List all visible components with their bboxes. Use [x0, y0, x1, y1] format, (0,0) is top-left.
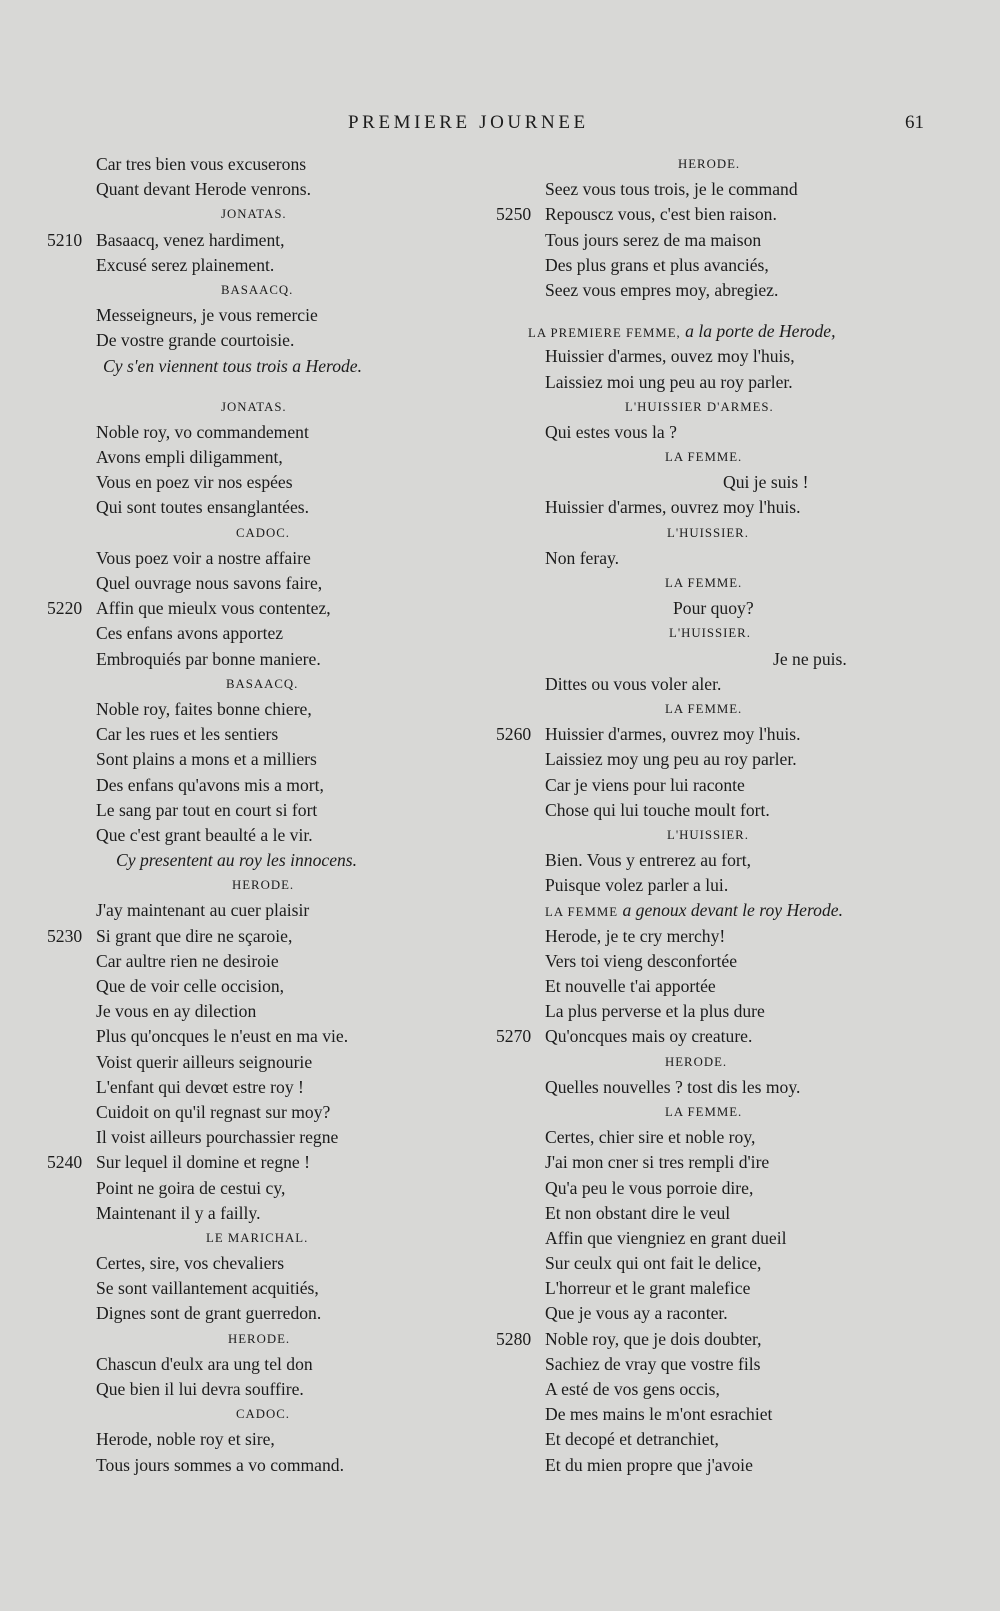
verse-line: J'ai mon cner si tres rempli d'ire — [545, 1152, 770, 1173]
verse-line: Sont plains a mons et a milliers — [96, 749, 317, 770]
verse-line: De mes mains le m'ont esrachiet — [545, 1404, 773, 1425]
page-header — [0, 112, 1000, 142]
verse-line: Maintenant il y a failly. — [96, 1202, 261, 1223]
verse-line: Car tres bien vous excuserons — [96, 154, 307, 174]
verse-line: Et du mien propre que j'avoie — [545, 1454, 753, 1475]
verse-line: Que de voir celle occision, — [96, 976, 285, 996]
verse-line: Car je viens pour lui raconte — [545, 774, 745, 795]
line-number: 5250 — [496, 204, 532, 225]
verse-line: 5270 Qu'oncques mais oy creature. — [545, 1024, 965, 1049]
verse-line: Je ne puis. — [773, 648, 847, 669]
stage-direction: Cy s'en viennent tous trois a Herode. — [103, 355, 362, 376]
line-number: 5240 — [47, 1152, 83, 1173]
speaker-name: HERODE. — [665, 1054, 728, 1069]
stage-direction: a la porte de Herode, — [685, 321, 836, 342]
verse-line: J'ay maintenant au cuer plaisir — [96, 900, 310, 921]
speaker-name: CADOC. — [236, 1407, 290, 1422]
line-number: 5220 — [47, 598, 83, 619]
verse-line: Point ne goira de cestui cy, — [96, 1177, 286, 1198]
spacer — [545, 303, 965, 319]
verse-line: Et non obstant dire le veul — [545, 1202, 731, 1223]
verse-line: Seez vous tous trois, je le command — [545, 179, 798, 200]
speaker-name: HERODE. — [228, 1331, 291, 1346]
verse-line: Ces enfans avons apportez — [96, 623, 284, 644]
speaker-with-direction — [528, 319, 965, 344]
verse-line: Herode, noble roy et sire, — [96, 1429, 275, 1450]
verse-line: Laissiez moy ung peu au roy parler. — [545, 749, 797, 770]
verse-line: La plus perverse et la plus dure — [545, 1001, 765, 1022]
left-column — [47, 152, 446, 1478]
verse-line: Dignes sont de grant guerredon. — [96, 1303, 322, 1324]
verse-line: Non feray. — [545, 547, 620, 568]
verse-line: Excusé serez plainement. — [96, 254, 275, 275]
verse-line: Vous poez voir a nostre affaire — [96, 547, 311, 568]
speaker-name: JONATAS. — [221, 207, 287, 222]
page-number: 61 — [905, 112, 924, 133]
verse-line: Qui je suis ! — [723, 472, 809, 493]
speaker-name: LA FEMME. — [665, 701, 743, 716]
verse-line: Que c'est grant beaulté a le vir. — [96, 824, 313, 845]
verse-line: Il voist ailleurs pourchassier regne — [96, 1127, 339, 1148]
verse-line: Tous jours serez de ma maison — [545, 229, 762, 250]
verse-line: Se sont vaillantement acquitiés, — [96, 1278, 319, 1299]
speaker-name: LA FEMME. — [665, 450, 743, 465]
verse-line: Puisque volez parler a lui. — [545, 875, 729, 896]
verse-line: Noble roy, faites bonne chiere, — [96, 698, 312, 719]
verse-line: L'enfant qui devœt estre roy ! — [96, 1076, 304, 1097]
speaker-name: CADOC. — [236, 525, 290, 540]
right-column — [496, 152, 965, 1478]
verse-line: A esté de vos gens occis, — [545, 1379, 720, 1399]
verse-line: Qui sont toutes ensanglantées. — [96, 497, 310, 518]
line-number: 5270 — [496, 1026, 532, 1047]
verse-line: Car les rues et les sentiers — [96, 724, 279, 745]
verse-line: Bien. Vous y entrerez au fort, — [545, 850, 752, 871]
verse-line: 5280 Noble roy, que je dois doubter, — [545, 1327, 965, 1352]
verse-line: Chose qui lui touche moult fort. — [545, 799, 770, 820]
verse-line: Que bien il lui devra souffire. — [96, 1379, 304, 1399]
verse-line: Quelles nouvelles ? tost dis les moy. — [545, 1076, 801, 1097]
verse-line: Des plus grans et plus avanciés, — [545, 254, 769, 275]
verse-line: Certes, sire, vos chevaliers — [96, 1253, 285, 1274]
speaker-name: L'HUISSIER. — [667, 827, 749, 842]
verse-line: Des enfans qu'avons mis a mort, — [96, 774, 324, 795]
verse-line: Seez vous empres moy, abregiez. — [545, 279, 779, 300]
verse-line: Dittes ou vous voler aler. — [545, 673, 722, 694]
stage-direction: Cy presentent au roy les innocens. — [116, 850, 358, 871]
speaker-name: LE MARICHAL. — [206, 1230, 309, 1245]
speaker-name: L'HUISSIER. — [667, 525, 749, 540]
line-number: 5260 — [496, 724, 532, 745]
verse-line: Cuidoit on qu'il regnast sur moy? — [96, 1101, 331, 1122]
speaker-name: BASAACQ. — [226, 676, 299, 691]
speaker-name: HERODE. — [232, 878, 295, 893]
verse-line: Car aultre rien ne desiroie — [96, 950, 279, 971]
verse-line: Certes, chier sire et noble roy, — [545, 1127, 756, 1148]
verse-line: L'horreur et le grant malefice — [545, 1278, 751, 1299]
verse-line: Que je vous ay a raconter. — [545, 1303, 728, 1324]
speaker-with-direction — [545, 898, 965, 923]
verse-line: Sur ceulx qui ont fait le delice, — [545, 1253, 762, 1274]
verse-line: Et decopé et detranchiet, — [545, 1429, 719, 1450]
verse-line: Pour quoy? — [673, 598, 754, 619]
verse-line: Plus qu'oncques le n'eust en ma vie. — [96, 1026, 349, 1047]
speaker-name: JONATAS. — [221, 399, 287, 414]
verse-line: Huissier d'armes, ouvrez moy l'huis. — [545, 497, 801, 518]
speaker-name: LA FEMME. — [665, 576, 743, 590]
speaker-name: L'HUISSIER. — [669, 626, 751, 641]
line-number: 5210 — [47, 229, 83, 250]
speaker-name: LA FEMME — [545, 905, 619, 920]
stage-direction: a genoux devant le roy Herode. — [622, 900, 843, 921]
verse-line: Messeigneurs, je vous remercie — [96, 305, 318, 326]
verse-line: Laissiez moi ung peu au roy parler. — [545, 371, 793, 392]
speaker-name: HERODE. — [678, 157, 741, 171]
line-number: 5280 — [496, 1328, 532, 1349]
verse-line: Avons empli diligamment, — [96, 447, 283, 468]
verse-line: Vous en poez vir nos espées — [96, 472, 293, 493]
verse-line: Huissier d'armes, ouvez moy l'huis, — [545, 346, 795, 367]
verse-line: Je vous en ay dilection — [96, 1001, 257, 1022]
verse-line: Sachiez de vray que vostre fils — [545, 1353, 761, 1374]
verse-line: Quel ouvrage nous savons faire, — [96, 573, 323, 593]
verse-line: 5230 Si grant que dire ne sçaroie, — [96, 924, 446, 949]
line-number: 5230 — [47, 925, 83, 946]
verse-line: Quant devant Herode venrons. — [96, 179, 311, 200]
verse-line: Qu'a peu le vous porroie dire, — [545, 1177, 754, 1198]
verse-line: 5250 Repouscz vous, c'est bien raison. — [545, 202, 965, 227]
verse-line: 5240 Sur lequel il domine et regne ! — [96, 1150, 446, 1175]
verse-line: Noble roy, vo commandement — [96, 421, 309, 442]
running-title: PREMIERE JOURNEE — [348, 112, 589, 133]
spacer — [96, 379, 446, 395]
verse-line: Chascun d'eulx ara ung tel don — [96, 1353, 313, 1374]
verse-line: Vers toi vieng desconfortée — [545, 950, 738, 971]
verse-line: 5220 Affin que mieulx vous contentez, — [96, 596, 446, 621]
verse-line: Tous jours sommes a vo command. — [96, 1454, 344, 1475]
verse-line: Voist querir ailleurs seignourie — [96, 1051, 313, 1072]
verse-line: Affin que viengniez en grant dueil — [545, 1227, 787, 1248]
verse-line: De vostre grande courtoisie. — [96, 330, 295, 351]
verse-line: Qui estes vous la ? — [545, 421, 677, 442]
verse-line: Le sang par tout en court si fort — [96, 799, 318, 820]
speaker-name: L'HUISSIER D'ARMES. — [625, 399, 774, 414]
speaker-name: BASAACQ. — [221, 282, 294, 297]
speaker-name: LA PREMIERE FEMME, — [528, 326, 681, 341]
verse-line: 5260 Huissier d'armes, ouvrez moy l'huis. — [545, 722, 965, 747]
verse-line: Embroquiés par bonne maniere. — [96, 648, 321, 669]
verse-line: 5210 Basaacq, venez hardiment, — [96, 228, 446, 253]
speaker-name: LA FEMME. — [665, 1104, 743, 1119]
verse-line: Et nouvelle t'ai apportée — [545, 976, 716, 996]
verse-line: Herode, je te cry merchy! — [545, 925, 726, 946]
